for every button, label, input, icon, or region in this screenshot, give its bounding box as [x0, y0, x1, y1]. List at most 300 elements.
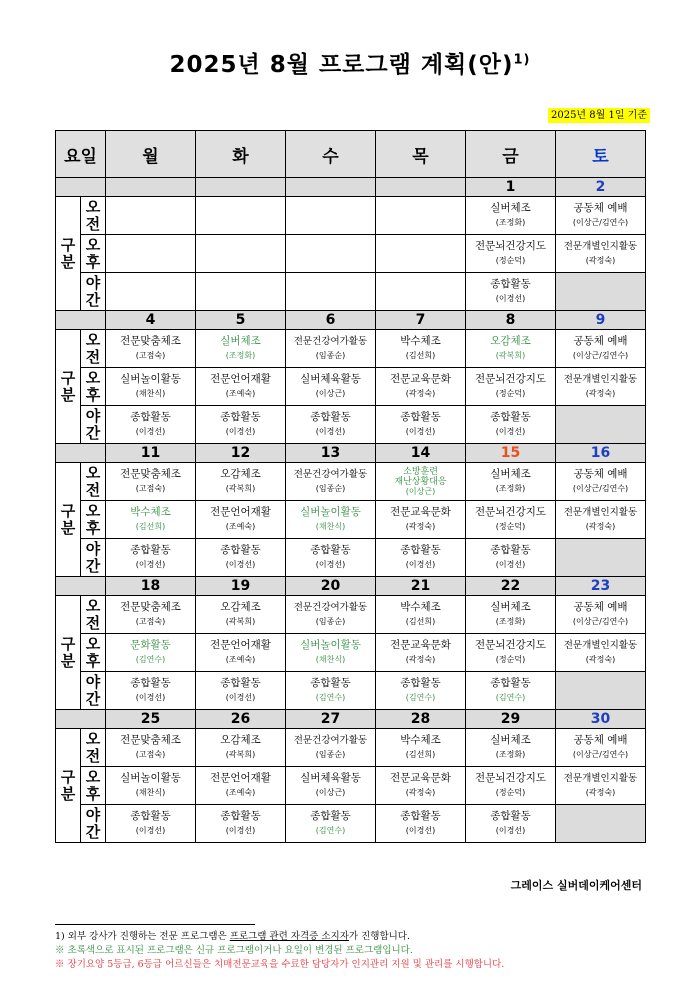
program-cell [466, 406, 556, 444]
program-staff: (곽복희) [495, 351, 526, 360]
week-date-spacer [56, 577, 106, 596]
program-name: 전문뇌건강지도 [475, 373, 547, 385]
footnote-red-note: ※ 장기요양 5등급, 6등급 어르신들은 치매전문교육을 수료한 담당자가 인지관리 지원 및 관리를 시행합니다. [55, 959, 505, 970]
program-cell [106, 463, 196, 501]
program-staff: (이경선) [135, 560, 166, 569]
category-label [56, 463, 81, 577]
program-cell [286, 767, 376, 805]
program-staff: (이상근/김연수) [572, 484, 629, 493]
time-slot-text: 야간 [85, 406, 101, 442]
program-name: 전문개별인지활동 [563, 640, 638, 651]
basis-date-badge: 2025년 8월 1일 기준 [548, 108, 650, 123]
program-cell [286, 539, 376, 577]
time-slot-text: 오전 [85, 330, 101, 366]
week-date-spacer [56, 444, 106, 463]
program-cell [196, 634, 286, 672]
date-cell [376, 178, 466, 197]
empty-cell [556, 672, 646, 710]
program-cell [466, 330, 556, 368]
program-name: 공동체 예배 [573, 335, 628, 347]
program-staff: (이경선) [315, 560, 346, 569]
program-staff: (이상근/김연수) [572, 351, 629, 360]
header-wed: 수 [286, 131, 376, 178]
slot-row-evening [56, 273, 646, 311]
program-cell [196, 729, 286, 767]
program-cell [556, 596, 646, 634]
week-date-row [56, 710, 646, 729]
program-cell [556, 501, 646, 539]
time-slot-label-afternoon [81, 634, 106, 672]
program-name: 종합활동 [220, 544, 261, 556]
program-name: 종합활동 [400, 810, 441, 822]
program-name: 전문맞춤체조 [120, 734, 181, 746]
program-staff: (곽정숙) [585, 389, 616, 398]
program-cell [376, 805, 466, 843]
time-slot-text: 야간 [85, 539, 101, 575]
program-cell [106, 235, 196, 273]
program-name: 종합활동 [400, 677, 441, 689]
program-staff: (정순덕) [495, 389, 526, 398]
program-name: 전문개별인지활동 [563, 773, 638, 784]
program-staff: (곽정숙) [405, 788, 436, 797]
program-name: 종합활동 [400, 544, 441, 556]
weekday-header-row [56, 131, 646, 178]
program-staff: (임종순) [315, 484, 346, 493]
date-cell: 12 [196, 444, 286, 463]
program-staff: (고점숙) [135, 750, 166, 759]
program-staff: (정순덕) [495, 522, 526, 531]
program-staff: (임종순) [315, 351, 346, 360]
category-label [56, 330, 81, 444]
footnote-green-note: ※ 초록색으로 표시된 프로그램은 신규 프로그램이거나 요일이 변경된 프로그램입니다. [55, 945, 413, 956]
program-cell [376, 463, 466, 501]
program-staff: (곽복희) [225, 750, 256, 759]
program-cell [106, 596, 196, 634]
category-label [56, 729, 81, 843]
date-cell: 11 [106, 444, 196, 463]
slot-row-afternoon [56, 767, 646, 805]
program-name: 실버놀이활동 [300, 639, 361, 651]
time-slot-label-evening [81, 805, 106, 843]
time-slot-label-evening [81, 672, 106, 710]
program-staff: (채찬식) [315, 655, 346, 664]
program-name: 공동체 예배 [573, 202, 628, 214]
title-footnote-mark: 1) [513, 52, 531, 68]
program-cell [286, 197, 376, 235]
program-name: 전문언어재활 [210, 639, 271, 651]
program-name: 전문뇌건강지도 [475, 772, 547, 784]
program-cell [286, 501, 376, 539]
program-name: 전문맞춤체조 [120, 468, 181, 480]
program-staff: (이경선) [405, 826, 436, 835]
program-name: 전문교육문화 [390, 639, 451, 651]
slot-row-afternoon [56, 235, 646, 273]
program-name: 실버놀이활동 [120, 373, 181, 385]
program-name: 전문뇌건강지도 [475, 240, 547, 252]
program-name: 종합활동 [220, 411, 261, 423]
program-staff: (고점숙) [135, 484, 166, 493]
time-slot-text: 오전 [85, 729, 101, 765]
program-cell [466, 539, 556, 577]
category-label [56, 197, 81, 311]
program-cell [196, 672, 286, 710]
date-cell: 9 [556, 311, 646, 330]
program-cell [466, 463, 556, 501]
week-date-spacer [56, 178, 106, 197]
program-name: 공동체 예배 [573, 601, 628, 613]
week-date-row [56, 577, 646, 596]
time-slot-text: 야간 [85, 273, 101, 309]
program-staff: (정순덕) [495, 788, 526, 797]
program-staff: (조예숙) [225, 788, 256, 797]
date-cell: 13 [286, 444, 376, 463]
program-cell [286, 729, 376, 767]
program-name: 종합활동 [310, 544, 351, 556]
program-name: 오감체조 [220, 601, 261, 613]
time-slot-text: 오후 [85, 501, 101, 537]
header-fri: 금 [466, 131, 556, 178]
program-name: 문화활동 [130, 639, 171, 651]
program-cell [286, 273, 376, 311]
date-cell: 1 [466, 178, 556, 197]
program-cell [466, 596, 556, 634]
date-cell: 14 [376, 444, 466, 463]
program-staff: (이상근/김연수) [572, 750, 629, 759]
program-name: 전문개별인지활동 [563, 241, 638, 252]
program-name: 전문언어재활 [210, 772, 271, 784]
program-name: 전문교육문화 [390, 506, 451, 518]
time-slot-text: 오후 [85, 634, 101, 670]
date-cell [106, 178, 196, 197]
program-name: 공동체 예배 [573, 468, 628, 480]
program-name: 종합활동 [130, 810, 171, 822]
slot-row-afternoon [56, 634, 646, 672]
program-staff: (정순덕) [495, 655, 526, 664]
category-label-text: 구분 [60, 235, 76, 271]
week-date-row [56, 444, 646, 463]
program-cell [196, 463, 286, 501]
date-cell: 20 [286, 577, 376, 596]
program-name: 종합활동 [490, 544, 531, 556]
program-staff: (고점숙) [135, 351, 166, 360]
program-name: 실버체육활동 [300, 373, 361, 385]
program-name: 종합활동 [220, 810, 261, 822]
slot-row-evening [56, 539, 646, 577]
program-name: 오감체조 [220, 734, 261, 746]
program-staff: (이경선) [225, 826, 256, 835]
program-name: 전문맞춤체조 [120, 335, 181, 347]
time-slot-label-evening [81, 539, 106, 577]
date-cell: 23 [556, 577, 646, 596]
time-slot-label-afternoon [81, 368, 106, 406]
program-name: 전문뇌건강지도 [475, 639, 547, 651]
program-staff: (이상근/김연수) [572, 218, 629, 227]
slot-row-morning [56, 463, 646, 501]
program-cell [196, 235, 286, 273]
program-cell [376, 235, 466, 273]
time-slot-label-evening [81, 273, 106, 311]
time-slot-text: 오후 [85, 235, 101, 271]
program-staff: (이경선) [495, 560, 526, 569]
time-slot-label-evening [81, 406, 106, 444]
program-cell [286, 672, 376, 710]
program-staff: (곽복희) [225, 617, 256, 626]
program-cell [556, 463, 646, 501]
time-slot-text: 오전 [85, 596, 101, 632]
schedule-body [56, 131, 646, 843]
program-staff: (곽정숙) [405, 655, 436, 664]
program-staff: (조정화) [225, 351, 256, 360]
program-name: 전문맞춤체조 [120, 601, 181, 613]
program-name: 실버체조 [490, 202, 531, 214]
program-cell [556, 729, 646, 767]
program-staff: (이경선) [225, 560, 256, 569]
program-cell [466, 805, 556, 843]
center-name: 그레이스 실버데이케어센터 [510, 879, 642, 892]
program-cell [286, 805, 376, 843]
program-cell [376, 406, 466, 444]
program-name: 종합활동 [130, 544, 171, 556]
program-name: 종합활동 [490, 278, 531, 290]
program-name: 전문개별인지활동 [563, 507, 638, 518]
empty-cell [556, 406, 646, 444]
program-staff: (정순덕) [495, 256, 526, 265]
program-name: 전문언어재활 [210, 373, 271, 385]
program-staff: (조정화) [495, 218, 526, 227]
program-staff: (곽정숙) [585, 256, 616, 265]
date-cell [196, 178, 286, 197]
program-staff: (이상근) [405, 486, 436, 496]
program-cell [376, 197, 466, 235]
date-cell: 2 [556, 178, 646, 197]
time-slot-label-morning [81, 330, 106, 368]
program-cell [376, 273, 466, 311]
program-staff: (조예숙) [225, 389, 256, 398]
program-cell [106, 634, 196, 672]
program-staff: (곽정숙) [585, 788, 616, 797]
time-slot-label-afternoon [81, 235, 106, 273]
category-label-text: 구분 [60, 767, 76, 803]
slot-row-morning [56, 729, 646, 767]
header-mon: 월 [106, 131, 196, 178]
program-name: 실버놀이활동 [300, 506, 361, 518]
program-cell [286, 406, 376, 444]
program-cell [196, 273, 286, 311]
date-cell: 26 [196, 710, 286, 729]
time-slot-text: 오후 [85, 767, 101, 803]
program-name: 전문건강여가활동 [293, 602, 368, 613]
program-name: 박수체조 [400, 601, 441, 613]
program-staff: (곽복희) [225, 484, 256, 493]
program-staff: (김연수) [135, 655, 166, 664]
program-cell [196, 368, 286, 406]
program-cell [196, 805, 286, 843]
program-name: 종합활동 [220, 677, 261, 689]
program-name: 실버체육활동 [300, 772, 361, 784]
program-cell [106, 368, 196, 406]
program-staff: (이상근/김연수) [572, 617, 629, 626]
date-cell: 6 [286, 311, 376, 330]
program-cell [556, 767, 646, 805]
slot-row-afternoon [56, 368, 646, 406]
program-staff: (조정화) [495, 750, 526, 759]
time-slot-text: 오후 [85, 368, 101, 404]
date-cell: 8 [466, 311, 556, 330]
slot-row-afternoon [56, 501, 646, 539]
program-cell [196, 406, 286, 444]
time-slot-label-morning [81, 596, 106, 634]
program-cell [466, 672, 556, 710]
date-cell: 22 [466, 577, 556, 596]
date-cell: 21 [376, 577, 466, 596]
page-title: 2025년 8월 프로그램 계획(안)$^{1)}$ [169, 52, 531, 78]
program-staff: (임종순) [315, 617, 346, 626]
date-cell: 4 [106, 311, 196, 330]
program-cell [466, 501, 556, 539]
program-cell [286, 235, 376, 273]
program-cell [286, 463, 376, 501]
program-name: 실버체조 [490, 601, 531, 613]
program-cell [376, 767, 466, 805]
time-slot-label-afternoon [81, 501, 106, 539]
program-name: 오감체조 [490, 335, 531, 347]
program-name: 소방훈련 [403, 466, 438, 477]
program-staff: (채찬식) [135, 788, 166, 797]
program-name: 전문건강여가활동 [293, 735, 368, 746]
program-staff: (이상근) [315, 389, 346, 398]
program-staff: (김연수) [405, 693, 436, 702]
program-cell [556, 368, 646, 406]
program-cell [376, 596, 466, 634]
date-cell: 28 [376, 710, 466, 729]
program-cell [556, 235, 646, 273]
program-staff: (김연수) [315, 826, 346, 835]
slot-row-morning [56, 596, 646, 634]
week-date-spacer [56, 311, 106, 330]
empty-cell [556, 805, 646, 843]
date-cell: 25 [106, 710, 196, 729]
slot-row-morning [56, 330, 646, 368]
header-sat: 토 [556, 131, 646, 178]
program-cell [376, 330, 466, 368]
program-cell [466, 273, 556, 311]
program-name: 공동체 예배 [573, 734, 628, 746]
date-cell: 7 [376, 311, 466, 330]
program-staff: (이경선) [135, 693, 166, 702]
program-cell [286, 634, 376, 672]
program-staff: (이경선) [405, 427, 436, 436]
program-cell [106, 501, 196, 539]
program-name: 종합활동 [130, 411, 171, 423]
program-staff: (김선희) [405, 617, 436, 626]
date-cell: 19 [196, 577, 286, 596]
program-cell [466, 729, 556, 767]
footnote-rule [55, 924, 255, 925]
program-name-line2: 재난상황대응 [394, 476, 447, 487]
date-cell: 16 [556, 444, 646, 463]
program-cell [106, 767, 196, 805]
program-staff: (조예숙) [225, 655, 256, 664]
program-cell [106, 672, 196, 710]
program-name: 전문언어재활 [210, 506, 271, 518]
program-cell [196, 330, 286, 368]
date-cell: 30 [556, 710, 646, 729]
time-slot-text: 야간 [85, 805, 101, 841]
program-name: 종합활동 [310, 677, 351, 689]
program-name: 전문개별인지활동 [563, 374, 638, 385]
time-slot-text: 오전 [85, 463, 101, 499]
program-name: 종합활동 [490, 677, 531, 689]
program-cell [286, 368, 376, 406]
program-name: 종합활동 [310, 411, 351, 423]
date-cell: 27 [286, 710, 376, 729]
program-cell [106, 406, 196, 444]
week-date-row [56, 311, 646, 330]
program-staff: (김연수) [315, 693, 346, 702]
footnotes [55, 930, 504, 972]
program-cell [286, 596, 376, 634]
program-name: 실버놀이활동 [120, 772, 181, 784]
program-cell [556, 634, 646, 672]
program-staff: (곽정숙) [585, 522, 616, 531]
program-staff: (김선희) [405, 750, 436, 759]
program-staff: (이경선) [315, 427, 346, 436]
program-cell [466, 634, 556, 672]
header-thu: 목 [376, 131, 466, 178]
program-staff: (조정화) [495, 617, 526, 626]
program-cell [376, 672, 466, 710]
program-cell [196, 539, 286, 577]
week-date-spacer [56, 710, 106, 729]
empty-cell [556, 273, 646, 311]
program-cell [376, 368, 466, 406]
program-cell [196, 596, 286, 634]
slot-row-morning [56, 197, 646, 235]
program-name: 전문교육문화 [390, 373, 451, 385]
program-cell [106, 805, 196, 843]
category-label [56, 596, 81, 710]
time-slot-label-morning [81, 197, 106, 235]
program-cell [466, 368, 556, 406]
program-name: 실버체조 [220, 335, 261, 347]
program-schedule-table [55, 130, 646, 843]
time-slot-text: 야간 [85, 672, 101, 708]
time-slot-label-afternoon [81, 767, 106, 805]
program-staff: (이경선) [225, 427, 256, 436]
program-staff: (임종순) [315, 750, 346, 759]
category-label-text: 구분 [60, 634, 76, 670]
footnote-1: 1) 외부 강사가 진행하는 전문 프로그램은 프로그램 관련 자격증 소지자가 진행합니다. [55, 931, 410, 942]
date-cell [286, 178, 376, 197]
date-cell: 15 [466, 444, 556, 463]
category-label-text: 구분 [60, 501, 76, 537]
program-staff: (조예숙) [225, 522, 256, 531]
program-cell [196, 501, 286, 539]
date-cell: 18 [106, 577, 196, 596]
program-cell [106, 273, 196, 311]
program-name: 실버체조 [490, 734, 531, 746]
program-staff: (이상근) [315, 788, 346, 797]
program-name: 종합활동 [400, 411, 441, 423]
program-staff: (곽정숙) [405, 389, 436, 398]
program-cell [376, 634, 466, 672]
program-staff: (고점숙) [135, 617, 166, 626]
header-tue: 화 [196, 131, 286, 178]
slot-row-evening [56, 672, 646, 710]
program-cell [466, 197, 556, 235]
program-name: 전문건강여가활동 [293, 469, 368, 480]
program-name: 종합활동 [310, 810, 351, 822]
